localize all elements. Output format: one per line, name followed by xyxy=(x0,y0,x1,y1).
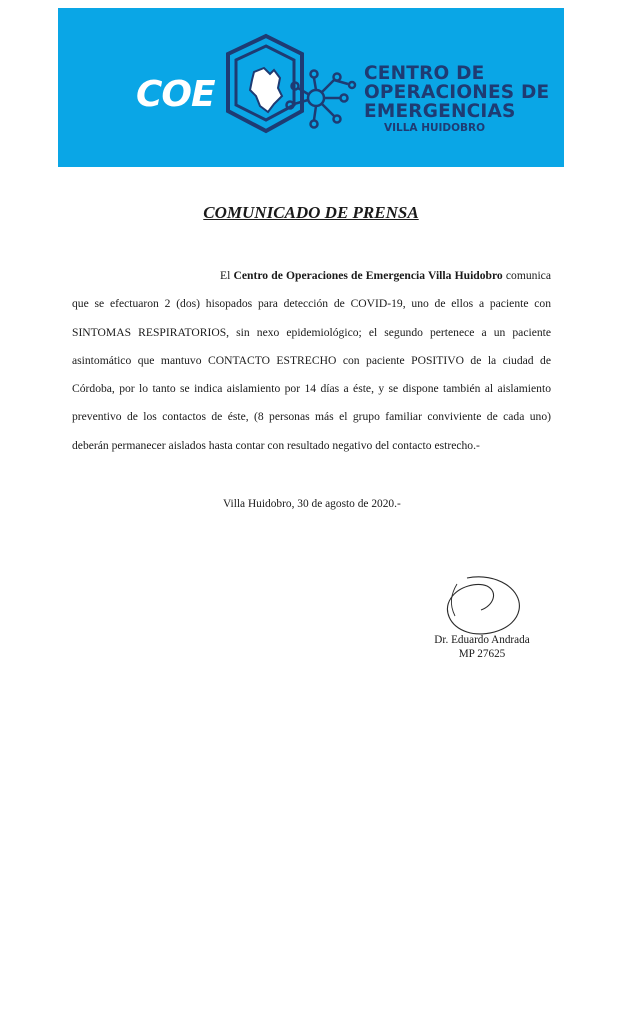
signature-image xyxy=(437,570,527,642)
org-line-1: CENTRO DE xyxy=(364,63,485,84)
header-banner xyxy=(58,8,564,167)
intro-word: El xyxy=(220,269,231,282)
signer-license: MP 27625 xyxy=(458,648,506,660)
document-title: COMUNICADO DE PRENSA xyxy=(203,203,419,222)
press-release-body xyxy=(72,262,551,460)
virus-icon xyxy=(287,71,356,128)
organization-name: Centro de Operaciones de Emergencia Villa Huidobro xyxy=(233,269,503,282)
org-name xyxy=(364,64,549,121)
org-line-2: OPERACIONES DE xyxy=(364,82,550,103)
body-text: comunica que se efectuaron 2 (dos) hisopados para detección de COVID-19, uno de ellos a paciente con SINTOMAS RESPIRATORIOS, sin nexo epidemiológico; el segundo pertenece a un paciente asintomático que mantuvo CONTACTO ESTRECHO con paciente POSITIVO de la ciudad de Córdoba, por lo tanto se indica aislamiento por 14 días a éste, y se dispone también al aislamiento preventivo de los contactos de éste, (8 personas más el grupo familiar conviviente de cada uno) deberán permanecer aislados hasta contar con resultado negativo del contacto estrecho.- xyxy=(72,269,551,452)
signer-name: Dr. Eduardo Andrada xyxy=(434,634,530,646)
signer-block xyxy=(420,633,544,661)
map-icon xyxy=(250,68,282,112)
org-line-3: EMERGENCIAS xyxy=(364,101,516,122)
org-location: VILLA HUIDOBRO xyxy=(384,122,486,134)
place-date: Villa Huidobro, 30 de agosto de 2020.- xyxy=(223,498,401,510)
logo-text: COE xyxy=(136,74,215,115)
